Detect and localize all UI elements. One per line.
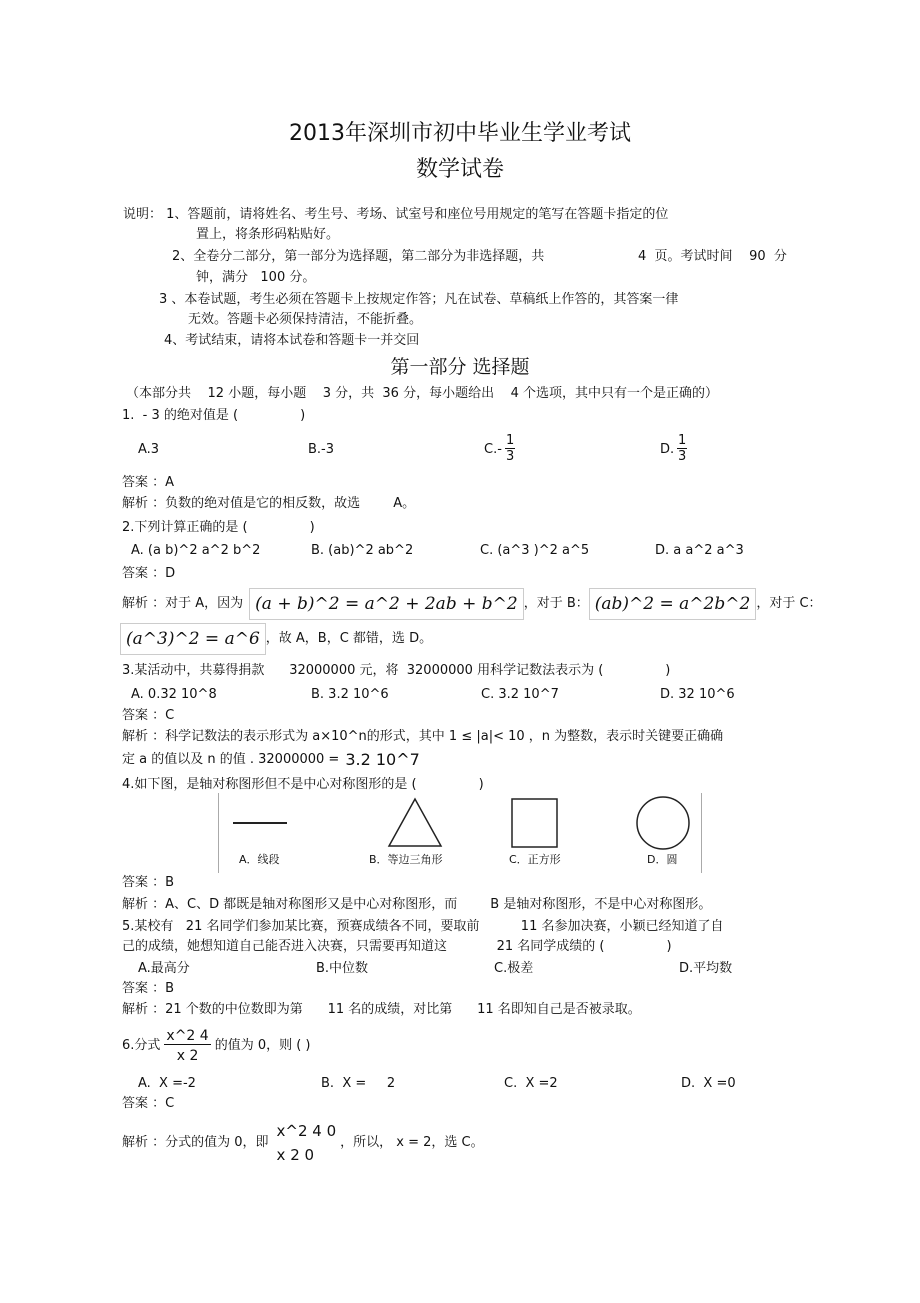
- q3-option-a: A. 0.32 10^8: [131, 687, 217, 702]
- q5-option-c: C.极差: [494, 961, 534, 976]
- q2-stem: 2.下列计算正确的是 ( ): [122, 520, 315, 535]
- q3-analysis-3: 3.2 10^7: [345, 750, 420, 769]
- numerator: 1: [678, 433, 687, 448]
- q6-stem-line: [122, 1027, 311, 1065]
- q4-stem: 4.如下图，是轴对称图形但不是中心对称图形的是 ( ): [122, 777, 484, 792]
- q1-answer: 答案 ：A: [122, 475, 175, 490]
- instruction-4: 4、考试结束，请将本试卷和答题卡一并交回: [164, 333, 420, 348]
- q2-analysis-4: ，故 A，B，C 都错，选 D。: [265, 631, 433, 646]
- q1-option-a: A.3: [138, 442, 160, 457]
- instruction-2-cont: 钟，满分 100 分。: [196, 270, 316, 285]
- q4-figure: [218, 793, 702, 873]
- q5-option-a: A.最高分: [138, 961, 190, 976]
- q6-system-line-2: x 2 0: [276, 1146, 315, 1164]
- q5-option-b: B.中位数: [316, 961, 369, 976]
- section-note: （本部分共 12 小题，每小题 3 分，共 36 分，每小题给出 4 个选项，其中只有一个是正确的）: [126, 386, 719, 401]
- q1-option-c: C.-: [484, 442, 502, 457]
- q3-option-c: C. 3.2 10^7: [481, 687, 559, 702]
- q6-system: [277, 1119, 337, 1167]
- q3-analysis-line-2: [122, 750, 420, 770]
- q2-analysis-line: [122, 588, 822, 620]
- q2-formula-a: (a + b)^2 = a^2 + 2ab + b^2: [249, 588, 524, 620]
- instruction-3-cont: 无效。答题卡必须保持清洁，不能折叠。: [188, 312, 423, 327]
- q2-option-b: B. (ab)^2 ab^2: [311, 543, 414, 558]
- q6-system-line-1: x^2 4 0: [276, 1122, 337, 1140]
- instruction-2: 2、全卷分二部分，第一部分为选择题，第二部分为非选择题，共: [172, 249, 545, 264]
- q5-stem-1: 5.某校有 21 名同学们参加某比赛，预赛成绩各不同，要取前 11 名参加决赛，小颖已经知道了自: [122, 919, 724, 934]
- denominator: 3: [678, 449, 687, 464]
- q4-answer: 答案 ：B: [122, 875, 175, 890]
- q6-answer: 答案 ：C: [122, 1096, 175, 1111]
- q6-option-d: D. X =0: [681, 1076, 736, 1091]
- instruction-1-cont: 置上，将条形码粘贴好。: [196, 227, 340, 242]
- q6-stem-post: 的值为 0，则 ( ): [214, 1038, 311, 1053]
- q1-option-c-fraction: [505, 433, 515, 464]
- q6-option-c: C. X =2: [504, 1076, 558, 1091]
- circle-shape: [637, 797, 689, 849]
- q6-fraction: [164, 1028, 210, 1064]
- q6-option-b: B. X = 2: [321, 1076, 396, 1091]
- q5-analysis: 解析 ：21 个数的中位数即为第 11 名的成绩，对比第 11 名即知自己是否被录取。: [122, 1002, 641, 1017]
- numerator: x^2 4: [166, 1028, 209, 1044]
- q3-stem: 3.某活动中，共募得捐款 32000000 元，将 32000000 用科学记数法表示为 ( ): [122, 663, 671, 678]
- q5-stem-2: 己的成绩，她想知道自己能否进入决赛，只需要再知道这 21 名同学成绩的 ( ): [122, 939, 672, 954]
- q2-answer: 答案 ：D: [122, 566, 176, 581]
- q2-formula-b: (ab)^2 = a^2b^2: [589, 588, 757, 620]
- square-shape: [512, 799, 557, 847]
- q4-shapes: [219, 793, 701, 873]
- q6-analysis-1: 解析 ：分式的值为 0，即: [122, 1135, 269, 1150]
- numerator: 1: [506, 433, 515, 448]
- instruction-2-tail: 4 页。考试时间 90 分: [638, 249, 787, 264]
- q2-option-d: D. a a^2 a^3: [655, 543, 744, 558]
- q5-answer: 答案 ：B: [122, 981, 175, 996]
- triangle-shape: [389, 799, 441, 846]
- q3-analysis-2: 定 a 的值以及 n 的值 . 32000000 =: [122, 752, 340, 767]
- q3-answer: 答案 ：C: [122, 708, 175, 723]
- q2-analysis-1: 解析 ：对于 A，因为: [122, 596, 244, 611]
- instruction-1: 说明： 1、答题前，请将姓名、考生号、考场、试室号和座位号用规定的笔写在答题卡指定的位: [123, 207, 669, 222]
- q1-stem: 1. - 3 的绝对值是 ( ): [122, 408, 306, 423]
- denominator: 3: [506, 449, 515, 464]
- q1-analysis: 解析 ：负数的绝对值是它的相反数，故选 A。: [122, 496, 416, 511]
- exam-title: 2013年深圳市初中毕业生学业考试: [289, 121, 631, 146]
- q6-analysis-2: ，所以， x = 2，选 C。: [340, 1135, 484, 1150]
- figure-label-c: C．正方形: [509, 853, 561, 866]
- q3-analysis-1: 解析 ：科学记数法的表示形式为 a×10^n的形式，其中 1 ≤ |a|< 10 ，n 为整数，表示时关键要正确确: [122, 729, 724, 744]
- q6-option-a: A. X =-2: [138, 1076, 196, 1091]
- denominator: x 2: [176, 1048, 199, 1064]
- q2-analysis-3: ，对于 C：: [756, 596, 822, 611]
- q2-formula-c: (a^3)^2 = a^6: [120, 623, 266, 655]
- q3-option-d: D. 32 10^6: [660, 687, 735, 702]
- q3-option-b: B. 3.2 10^6: [311, 687, 389, 702]
- exam-subtitle: 数学试卷: [415, 157, 504, 182]
- q2-analysis-line-2: [120, 623, 432, 655]
- q1-option-d-fraction: [677, 433, 687, 464]
- section-title: 第一部分 选择题: [390, 356, 530, 378]
- q2-option-a: A. (a b)^2 a^2 b^2: [131, 543, 261, 558]
- instruction-3: 3 、本卷试题，考生必须在答题卡上按规定作答；凡在试卷、草稿纸上作答的，其答案一律: [159, 292, 679, 307]
- figure-label-d: D．圆: [647, 853, 678, 866]
- q6-stem-pre: 6.分式: [122, 1038, 161, 1053]
- figure-label-b: B．等边三角形: [369, 853, 443, 866]
- q6-analysis-line: [122, 1118, 484, 1168]
- q1-option-d: D.: [660, 442, 675, 457]
- q2-analysis-2: ，对于 B：: [523, 596, 589, 611]
- q4-analysis: 解析 ：A、C、D 都既是轴对称图形又是中心对称图形，而 B 是轴对称图形，不是中心对称图形。: [122, 897, 712, 912]
- figure-label-a: A．线段: [239, 853, 280, 866]
- q5-option-d: D.平均数: [679, 961, 733, 976]
- q2-option-c: C. (a^3 )^2 a^5: [480, 543, 590, 558]
- q1-option-b: B.-3: [308, 442, 335, 457]
